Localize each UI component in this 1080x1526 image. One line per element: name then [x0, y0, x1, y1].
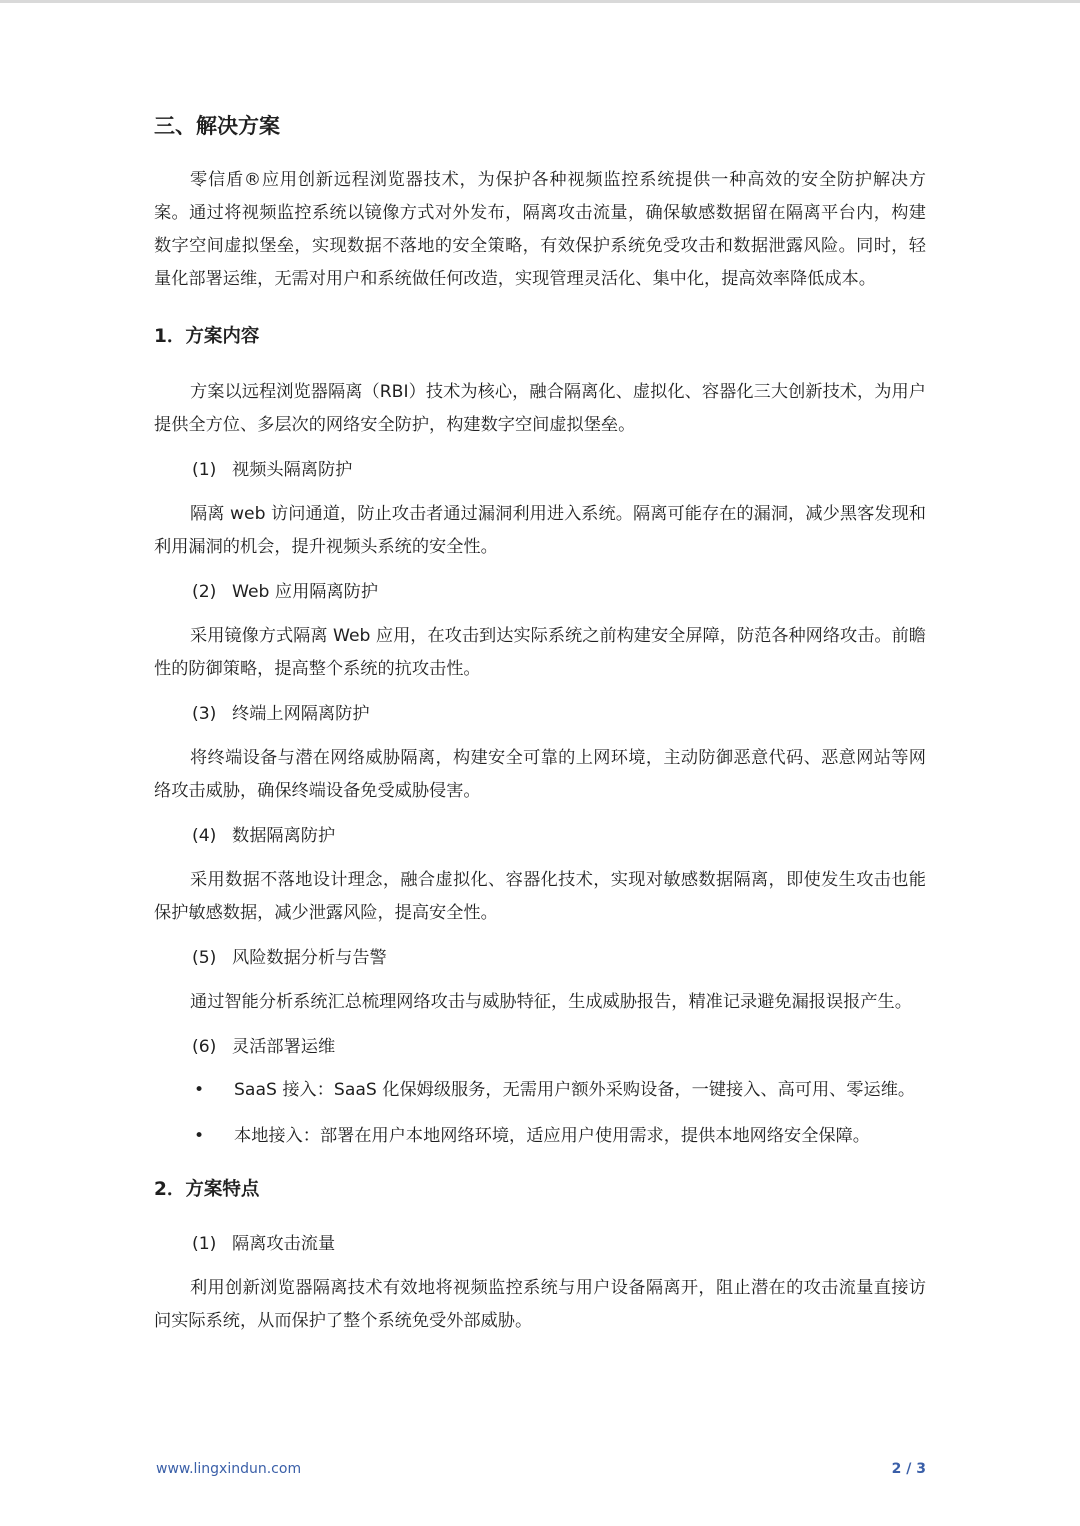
sec1-item-3-heading — [192, 699, 926, 729]
sec1-item-4-body: 采用数据不落地设计理念，融合虚拟化、容器化技术，实现对敏感数据隔离，即使发生攻击也能保护敏感数据，减少泄露风险，提高安全性。 — [154, 870, 926, 923]
top-border — [0, 0, 1080, 3]
sec2-heading: 2．方案特点 — [154, 1179, 260, 1200]
sec2-item-1-body: 利用创新浏览器隔离技术有效地将视频监控系统与用户设备隔离开，阻止潜在的攻击流量直接访问实际系统，从而保护了整个系统免受外部威胁。 — [154, 1278, 926, 1331]
item-number: (4) — [192, 826, 217, 846]
bullet-text: 本地接入：部署在用户本地网络环境，适应用户使用需求，提供本地网络安全保障。 — [234, 1126, 870, 1146]
sec1-lead-paragraph: 方案以远程浏览器隔离（RBI）技术为核心，融合隔离化、虚拟化、容器化三大创新技术，为用户提供全方位、多层次的网络安全防护，构建数字空间虚拟堡垒。 — [154, 382, 926, 435]
document-body — [154, 108, 926, 1351]
sec1-item-1-heading — [192, 455, 926, 485]
sec1-item-2-heading — [192, 577, 926, 607]
item-title: 灵活部署运维 — [232, 1037, 336, 1057]
bullet-item — [192, 1075, 926, 1105]
item-number: (1) — [192, 1234, 217, 1254]
sec1-item-6-heading — [192, 1032, 926, 1062]
sec1-item-1-body: 隔离 web 访问通道，防止攻击者通过漏洞利用进入系统。隔离可能存在的漏洞，减少黑客发现和利用漏洞的机会，提升视频头系统的安全性。 — [154, 504, 926, 557]
sec1-item-3-body: 将终端设备与潜在网络威胁隔离，构建安全可靠的上网环境，主动防御恶意代码、恶意网站等网络攻击威胁，确保终端设备免受威胁侵害。 — [154, 748, 926, 801]
sec1-item-4-heading — [192, 821, 926, 851]
item-number: (1) — [192, 460, 217, 480]
section-title: 三、解决方案 — [154, 114, 280, 138]
item-number: (2) — [192, 582, 217, 602]
item-title: 风险数据分析与告警 — [232, 948, 387, 968]
page-footer — [156, 1458, 926, 1480]
sec2-item-1-heading — [192, 1229, 926, 1259]
item-title: 数据隔离防护 — [232, 826, 336, 846]
bullet-text: SaaS 接入：SaaS 化保姆级服务，无需用户额外采购设备，一键接入、高可用、零运维。 — [234, 1080, 916, 1100]
item-title: 视频头隔离防护 — [232, 460, 353, 480]
item-number: (6) — [192, 1037, 217, 1057]
website-url[interactable]: www.lingxindun.com — [156, 1461, 302, 1477]
item-title: 终端上网隔离防护 — [232, 704, 370, 724]
sec1-item-5-body: 通过智能分析系统汇总梳理网络攻击与威胁特征，生成威胁报告，精准记录避免漏报误报产生。 — [190, 992, 912, 1012]
item-number: (3) — [192, 704, 217, 724]
sec1-item-5-heading — [192, 943, 926, 973]
bullet-dot: • — [194, 1080, 205, 1100]
bullet-dot: • — [194, 1126, 205, 1146]
bullet-item — [192, 1121, 926, 1151]
sec1-item-2-body: 采用镜像方式隔离 Web 应用，在攻击到达实际系统之前构建安全屏障，防范各种网络攻击。前瞻性的防御策略，提高整个系统的抗攻击性。 — [154, 626, 926, 679]
item-title: Web 应用隔离防护 — [232, 582, 379, 602]
sec1-heading: 1．方案内容 — [154, 326, 260, 347]
item-number: (5) — [192, 948, 217, 968]
intro-paragraph: 零信盾®应用创新远程浏览器技术，为保护各种视频监控系统提供一种高效的安全防护解决方案。通过将视频监控系统以镜像方式对外发布，隔离攻击流量，确保敏感数据留在隔离平台内，构建数字空间虚拟堡垒，实现数据不落地的安全策略，有效保护系统免受攻击和数据泄露风险。同时，轻量化部署运维，无需对用户和系统做任何改造，实现管理灵活化、集中化，提高效率降低成本。 — [154, 170, 926, 289]
item-title: 隔离攻击流量 — [232, 1234, 336, 1254]
page-number: 2 / 3 — [891, 1461, 926, 1477]
